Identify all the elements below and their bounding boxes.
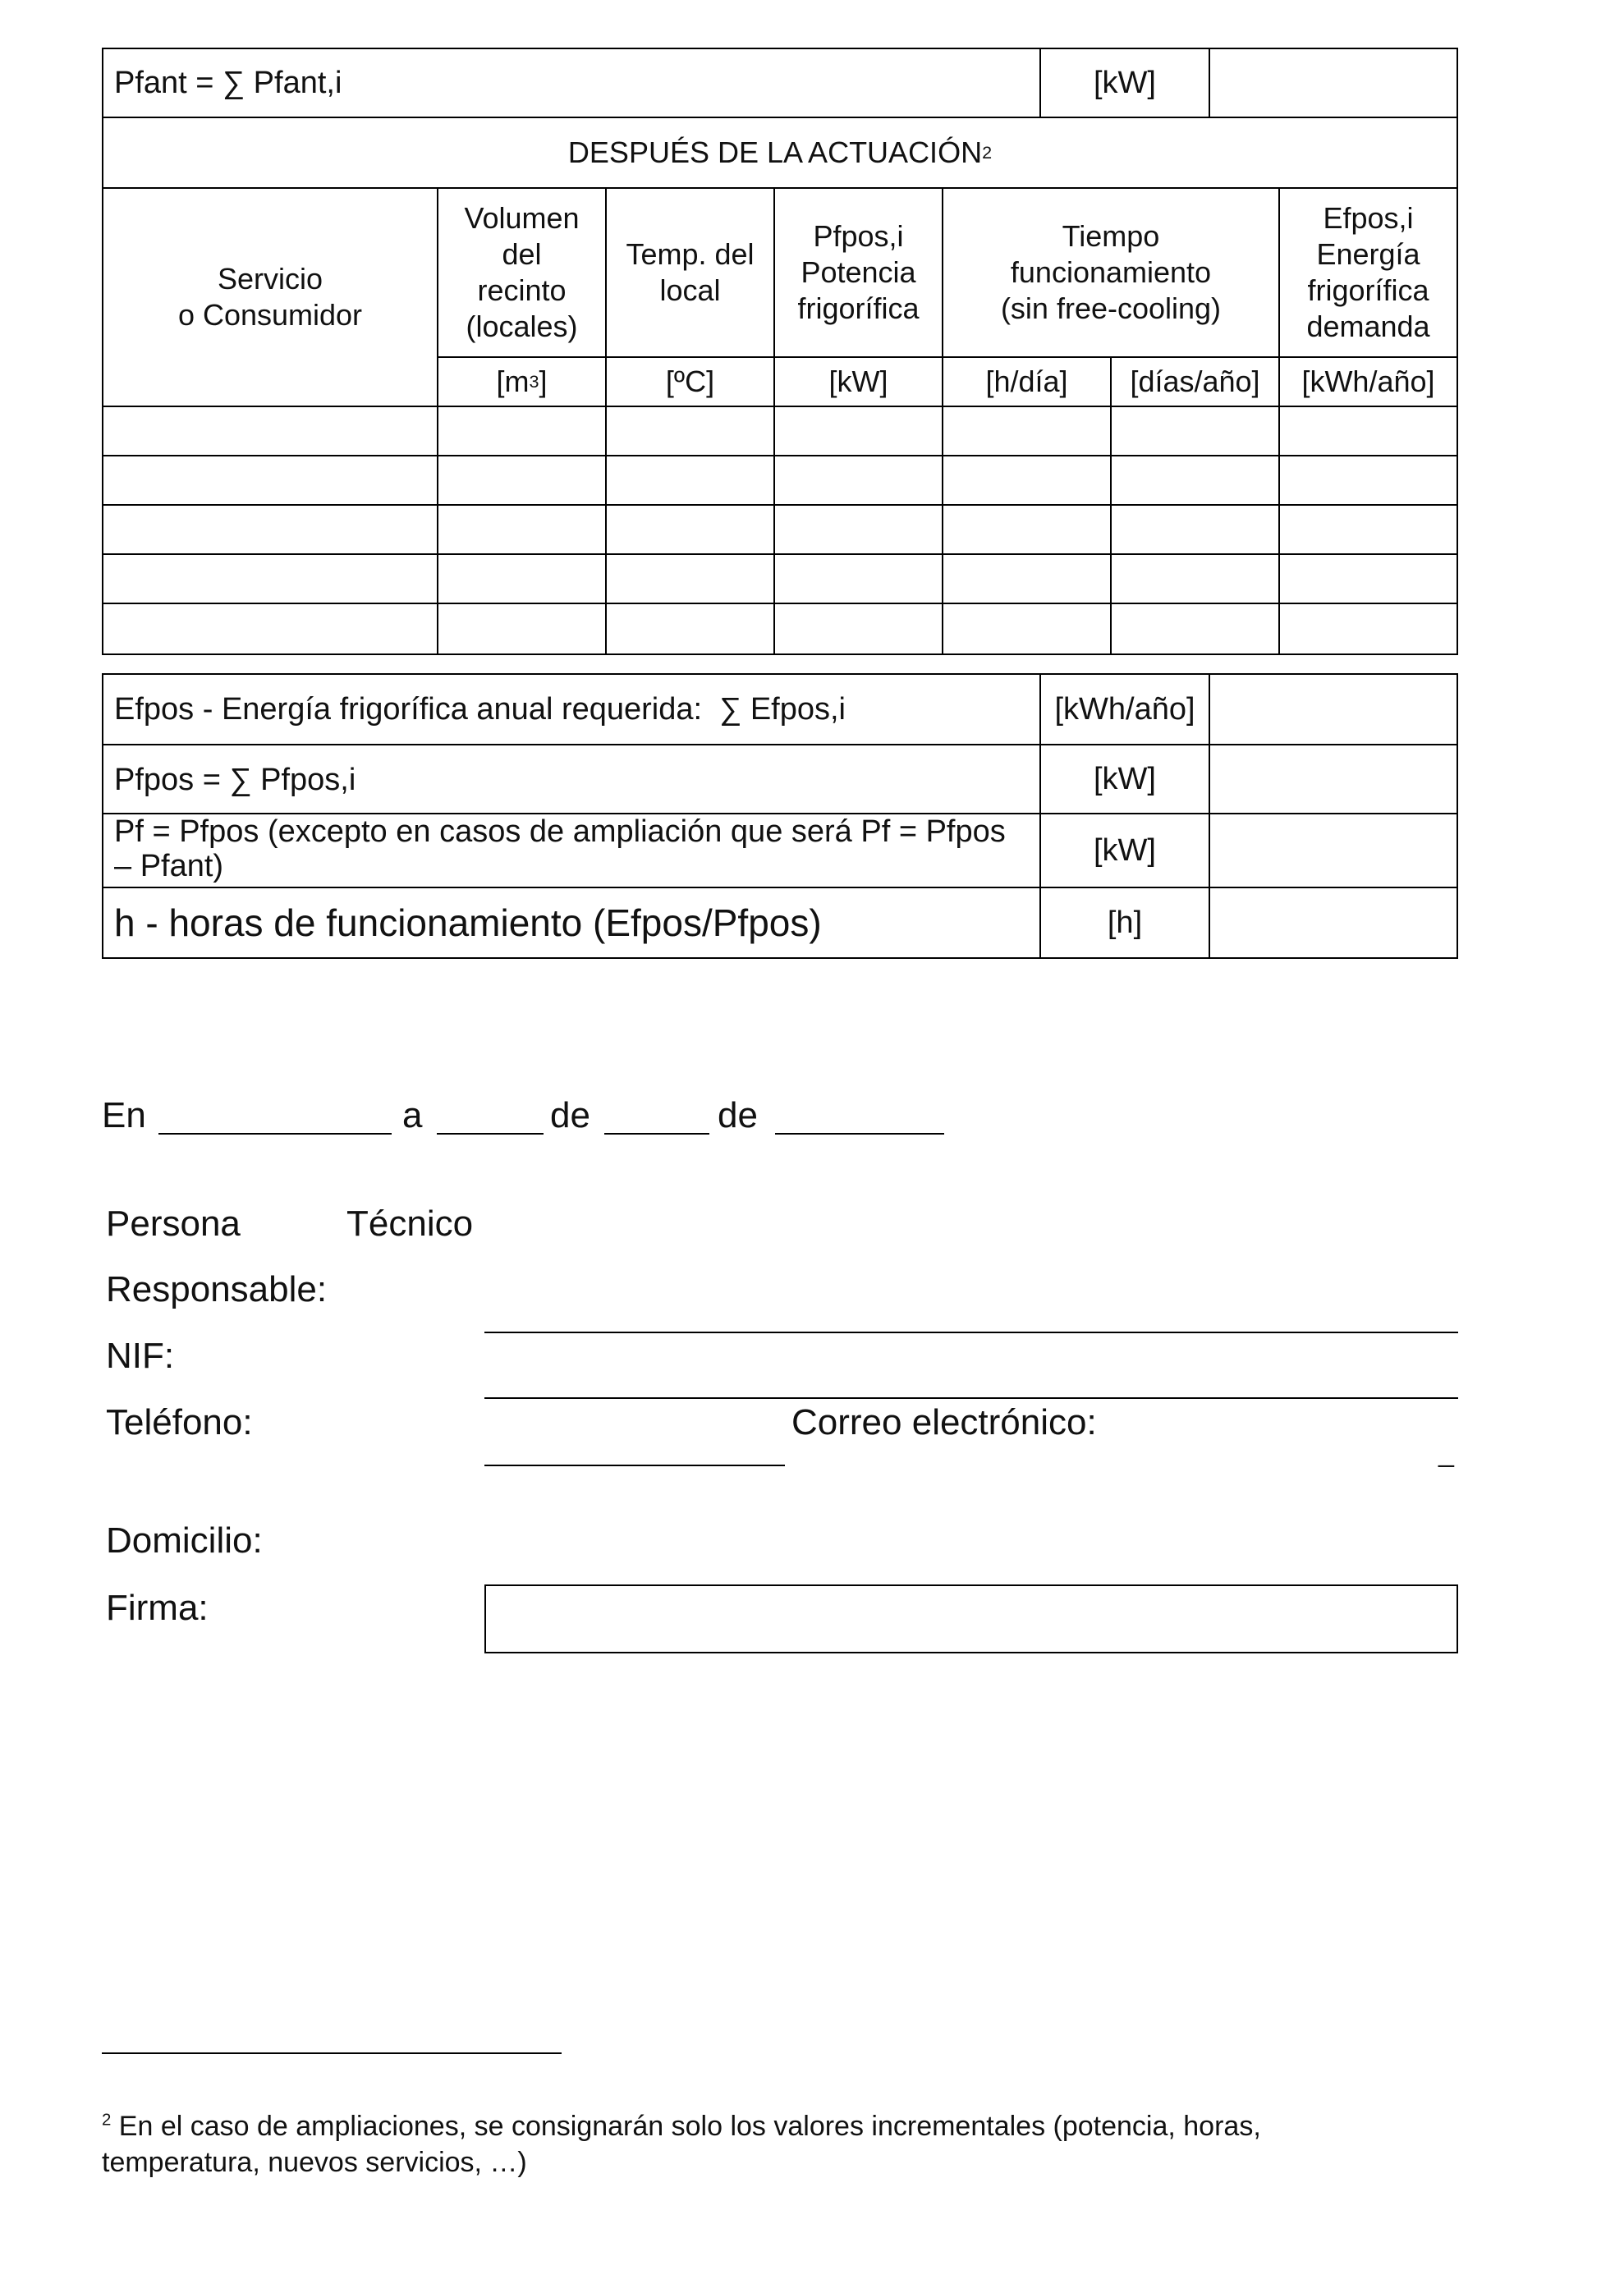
telefono-field[interactable] — [484, 1465, 785, 1466]
unit-temp: [ºC] — [665, 365, 715, 399]
summary-value-efpos[interactable] — [1210, 675, 1457, 744]
domicilio-label: Domicilio: — [106, 1520, 263, 1561]
correo-field[interactable]: _ — [1438, 1437, 1454, 1468]
footnote-text: En el caso de ampliaciones, se consignarán solo los valores incrementales (potencia, horas, temperatura, nuevos servicios, …) — [102, 2111, 1261, 2179]
footnote-number: 2 — [102, 2111, 112, 2130]
header-tiempo: Tiempo funcionamiento (sin free-cooling) — [1000, 219, 1222, 325]
place-field[interactable] — [158, 1133, 392, 1135]
summary-label-pfpos: Pfpos = ∑ Pfpos,i — [114, 763, 356, 797]
persona-label: Persona — [106, 1204, 241, 1244]
date-de2-label: de — [718, 1095, 758, 1135]
date-de1-label: de — [550, 1095, 590, 1135]
nif-field[interactable] — [484, 1397, 1458, 1399]
year-field[interactable] — [775, 1133, 944, 1135]
tecnico-label: Técnico — [346, 1204, 474, 1244]
header-volumen: Volumen del recinto (locales) — [464, 201, 580, 343]
telefono-label: Teléfono: — [106, 1402, 253, 1442]
pfant-value[interactable] — [1210, 49, 1457, 117]
responsable-label: Responsable: — [106, 1269, 328, 1309]
summary-value-pf[interactable] — [1210, 814, 1457, 887]
pfant-label: Pfant = ∑ Pfant,i — [114, 66, 342, 100]
unit-pfpos: [kW] — [828, 365, 888, 399]
section-title: DESPUÉS DE LA ACTUACIÓN 2 — [567, 135, 993, 170]
header-servicio: Servicio o Consumidor — [177, 262, 363, 332]
summary-unit-horas: [h] — [1107, 905, 1143, 940]
nif-label: NIF: — [106, 1336, 175, 1376]
day-field[interactable] — [437, 1133, 544, 1135]
summary-label-pf: Pf = Pfpos (excepto en casos de ampliación que será Pf = Pfpos – Pfant) — [114, 814, 1006, 883]
responsable-field[interactable] — [484, 1332, 1458, 1333]
summary-value-horas[interactable] — [1210, 888, 1457, 957]
footnote — [102, 2072, 1261, 2181]
correo-label: Correo electrónico: — [791, 1402, 1097, 1442]
firma-box[interactable] — [484, 1584, 1458, 1653]
summary-label-efpos: Efpos - Energía frigorífica anual requerida: ∑ Efpos,i — [114, 692, 846, 727]
unit-kwhano: [kWh/año] — [1301, 365, 1435, 399]
unit-hdia: [h/día] — [985, 365, 1068, 399]
date-a-label: a — [402, 1095, 423, 1135]
month-field[interactable] — [604, 1133, 709, 1135]
summary-value-pfpos[interactable] — [1210, 745, 1457, 813]
date-en-label: En — [102, 1095, 146, 1135]
footnote-separator — [102, 2052, 562, 2054]
summary-unit-pf: [kW] — [1094, 832, 1156, 868]
pfant-unit: [kW] — [1094, 65, 1156, 100]
summary-unit-efpos: [kWh/año] — [1054, 691, 1195, 727]
summary-label-horas: h - horas de funcionamiento (Efpos/Pfpos) — [114, 901, 822, 944]
header-pfpos: Pfpos,i Potencia frigorífica — [797, 219, 920, 325]
summary-unit-pfpos: [kW] — [1094, 761, 1156, 796]
firma-label: Firma: — [106, 1588, 209, 1628]
header-efpos: Efpos,i Energía frigorífica demanda — [1306, 201, 1430, 343]
unit-volumen: [m 3 ] — [496, 365, 548, 399]
unit-diasano: [días/año] — [1130, 365, 1260, 399]
header-temp: Temp. del local — [626, 237, 755, 307]
